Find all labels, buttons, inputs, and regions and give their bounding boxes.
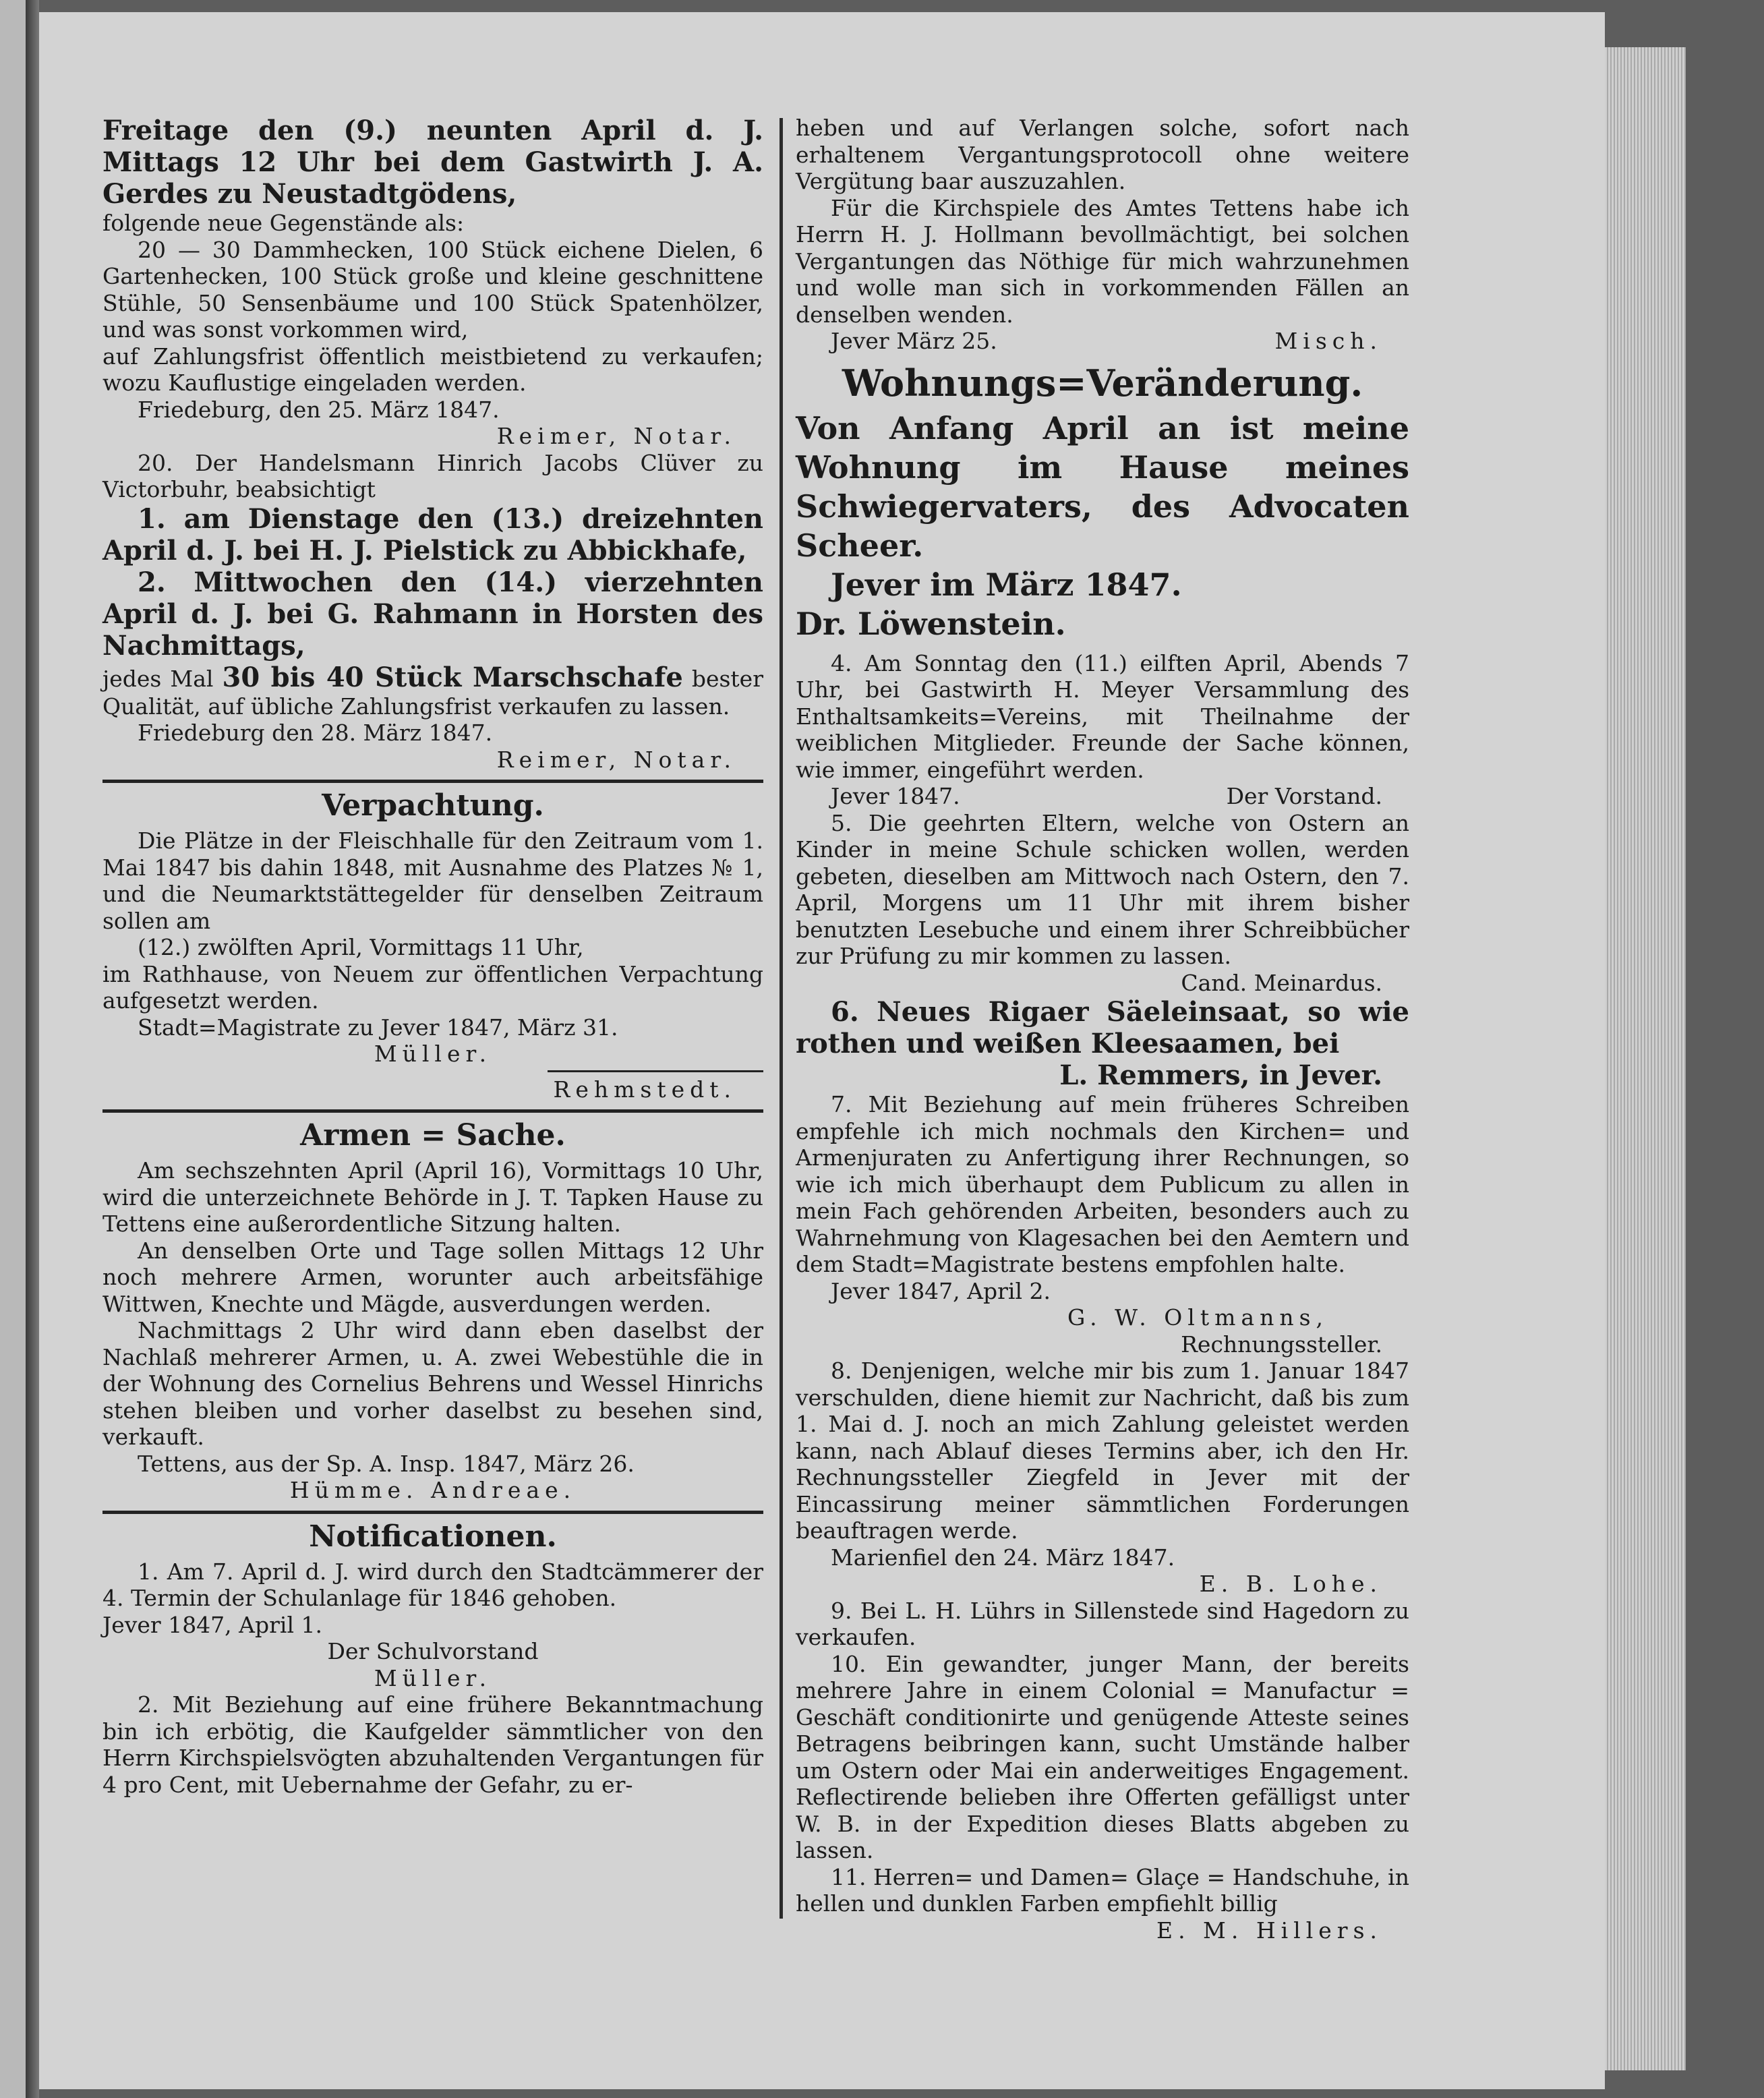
verpachtung-place: im Rathhause, von Neuem zur öffentlichen Verpachtung aufgesetzt werden. [102,960,763,1014]
notification-2-sign [796,328,1409,355]
notification-2: 2. Mit Beziehung auf eine frühere Bekanntmachung bin ich erbötig, die Kaufgelder sämmtlicher von den Herrn Kirchspielsvögten abzuhaltenden Vergantungen für 4 pro Cent, mit Uebernahme der Gefahr, zu er- [102,1691,763,1798]
notification-4-date: Jever 1847. [831,783,960,809]
auction-notice-heading: Freitage den (9.) neunten April d. J. Mittags 12 Uhr bei dem Gastwirth J. A. Gerdes zu Neustadtgödens, [102,115,763,210]
book-gutter [26,0,39,2098]
notification-1-signature: Müller. [374,1664,492,1691]
verpachtung-signature: Müller. [374,1041,492,1067]
notice-20-sheep: 30 bis 40 Stück Marschschafe [222,661,683,693]
verpachtung-issuer: Stadt=Magistrate zu Jever 1847, März 31. [138,1014,618,1041]
notification-1-issuer: Der Schulvorstand [327,1638,539,1664]
verpachtung-text: Die Plätze in der Fleischhalle für den Zeitraum vom 1. Mai 1847 bis dahin 1848, mit Ausnahme des Platzes № 1, und die Neumarktstättegelder für denselben Zeitraum sollen am [102,827,763,934]
notice-20-terms [102,662,763,720]
armen-signature: Hümme. Andreae. [289,1477,577,1503]
armen-p1: Am sechszehnten April (April 16), Vormittags 10 Uhr, wird die unterzeichnete Behörde in J. T. Tapken Hause zu Tettens eine außerordentliche Sitzung halten. [102,1157,763,1237]
verpachtung-countersign: Rehmstedt. [553,1076,736,1103]
previous-page-edge [0,0,26,2098]
notification-8-signature: E. B. Lohe. [1199,1571,1382,1597]
notice-20-terms-c: bester Qualität, auf übliche Zahlungsfrist verkaufen zu lassen. [102,665,763,720]
armen-p3: Nachmittags 2 Uhr wird dann eben daselbst der Nachlaß mehrerer Armen, u. A. zwei Webestühle die in der Wohnung des Cornelius Behrens und Wessel Hinrichs stehen bleiben und vorher daselbst zu besehen sind, verkauft. [102,1317,763,1450]
notification-7-date: Jever 1847, April 2. [831,1277,1051,1304]
armen-p2: An denselben Orte und Tage sollen Mittags 12 Uhr noch mehrere Armen, worunter auch arbeitsfähige Wittwen, Knechte und Mägde, ausverdungen werden. [102,1237,763,1317]
heading-notificationen: Notificationen. [309,1519,557,1554]
notification-7-signature: G. W. Oltmanns, [1067,1304,1328,1331]
right-column [796,115,1409,1944]
notification-6-signature: L. Remmers, in Jever. [1059,1059,1382,1091]
verpachtung-date: (12.) zwölften April, Vormittags 11 Uhr, [138,934,584,960]
heading-verpachtung: Verpachtung. [322,788,544,823]
notification-11-signature: E. M. Hillers. [1156,1917,1382,1944]
notification-2-p2: Für die Kirchspiele des Amtes Tettens habe ich Herrn H. J. Hollmann bevollmächtigt, bei solchen Vergantungen das Nöthige für mich wahrzunehmen und wolle man sich in vorkommenden Fällen an denselben wenden. [796,194,1409,328]
notification-5-signature: Cand. Meinardus. [1181,969,1382,996]
notification-6: 6. Neues Rigaer Säeleinsaat, so wie rothen und weißen Kleesaamen, bei [796,996,1409,1059]
notice-20-intro: 20. Der Handelsmann Hinrich Jacobs Clüver zu Victorbuhr, beabsichtigt [102,449,763,502]
heading-wohnungs-veraenderung: Wohnungs=Veränderung. [842,361,1363,405]
notification-1: 1. Am 7. April d. J. wird durch den Stadtcämmerer der 4. Termin der Schulanlage für 1846 gehoben. [102,1558,763,1611]
section-rule [102,1109,763,1113]
column-divider [780,118,783,1919]
notification-7: 7. Mit Beziehung auf mein früheres Schreiben empfehle ich mich nochmals den Kirchen= und Armenjuraten zu Anfertigung ihrer Rechnungen, so wie ich mich überhaupt dem Publicum zu allen in mein Fach gehörenden Arbeiten, besonders auch zu Wahrnehmung von Klagesachen bei den Aemtern und dem Stadt=Magistrate bestens empfohlen halte. [796,1091,1409,1277]
notification-2-cont: heben und auf Verlangen solche, sofort nach erhaltenem Vergantungsprotocoll ohne weitere Vergütung baar auszuzahlen. [796,115,1409,194]
notification-4-signature: Der Vorstand. [1226,783,1382,809]
auction-signature: Reimer, Notar. [496,423,736,449]
signature-rule [548,1070,763,1072]
auction-terms: auf Zahlungsfrist öffentlich meistbietend zu verkaufen; wozu Kauflustige eingeladen werden. [102,343,763,396]
left-column [102,115,763,1798]
notification-9: 9. Bei L. H. Lührs in Sillenstede sind Hagedorn zu verkaufen. [796,1597,1409,1650]
page-stack-edge [1605,47,1686,2070]
notification-1-date: Jever 1847, April 1. [102,1611,322,1638]
wohnung-text: Von Anfang April an ist meine Wohnung im Hause meines Schwiegervaters, des Advocaten Scheer. [796,409,1409,564]
notification-7-title: Rechnungssteller. [1181,1331,1382,1358]
notice-20-item-1: 1. am Dienstage den (13.) dreizehnten April d. J. bei H. J. Pielstick zu Abbickhafe, [102,502,763,566]
notification-5: 5. Die geehrten Eltern, welche von Ostern an Kinder in meine Schule schicken wollen, werden gebeten, dieselben am Mittwoch nach Ostern, den 7. April, Morgens um 11 Uhr mit ihrem bisher benutzten Lesebuche und einem ihrer Schreibbücher zur Prüfung zu mir kommen zu lassen. [796,809,1409,969]
notification-4-sign [796,783,1409,810]
notice-20-terms-a: jedes Mal [102,665,214,692]
auction-items: 20 — 30 Dammhecken, 100 Stück eichene Dielen, 6 Gartenhecken, 100 Stück große und kleine geschnittene Stühle, 50 Sensenbäume und 100 Stück Spatenhölzer, und was sonst vorkommen wird, [102,236,763,343]
notification-2-date: Jever März 25. [831,328,997,354]
armen-date: Tettens, aus der Sp. A. Insp. 1847, März 26. [138,1450,635,1477]
section-rule [102,1511,763,1514]
notice-20-item-2: 2. Mittwochen den (14.) vierzehnten April d. J. bei G. Rahmann in Horsten des Nachmittags, [102,566,763,662]
section-rule [102,780,763,783]
notification-11: 11. Herren= und Damen= Glaçe = Handschuhe, in hellen und dunklen Farben empfiehlt billig [796,1863,1409,1917]
notification-4: 4. Am Sonntag den (11.) eilften April, Abends 7 Uhr, bei Gastwirth H. Meyer Versammlung des Enthaltsamkeits=Vereins, mit Theilnahme der weiblichen Mitglieder. Freunde der Sache können, wie immer, eingeführt werden. [796,649,1409,783]
wohnung-date: Jever im März 1847. [831,566,1182,603]
notification-8-date: Marienfiel den 24. März 1847. [831,1544,1175,1571]
auction-date: Friedeburg, den 25. März 1847. [138,396,500,423]
notice-20-signature: Reimer, Notar. [496,746,736,773]
notification-10: 10. Ein gewandter, junger Mann, der bereits mehrere Jahre in einem Colonial = Manufactur = Geschäft conditionirte und genügende Atteste seines Betragens beibringen kann, sucht Umstände halber um Ostern oder Mai ein anderweitiges Engagement. Reflectirende belieben ihre Offerten gefälligst unter W. B. in der Expedition dieses Blatts abgeben zu lassen. [796,1650,1409,1863]
notification-8: 8. Denjenigen, welche mir bis zum 1. Januar 1847 verschulden, diene hiemit zur Nachricht, daß bis zum 1. Mai d. J. noch an mich Zahlung geleistet werden kann, nach Ablauf dieses Termins aber, ich den Hr. Rechnungssteller Ziegfeld in Jever mit der Eincassirung meiner sämmtlichen Forderungen beauftragen werde. [796,1358,1409,1544]
heading-armen-sache: Armen = Sache. [300,1118,566,1153]
notification-2-signature: Misch. [1274,328,1382,354]
notice-20-date: Friedeburg den 28. März 1847. [138,720,493,746]
wohnung-signature: Dr. Löwenstein. [796,605,1066,642]
auction-intro: folgende neue Gegenstände als: [102,210,465,236]
